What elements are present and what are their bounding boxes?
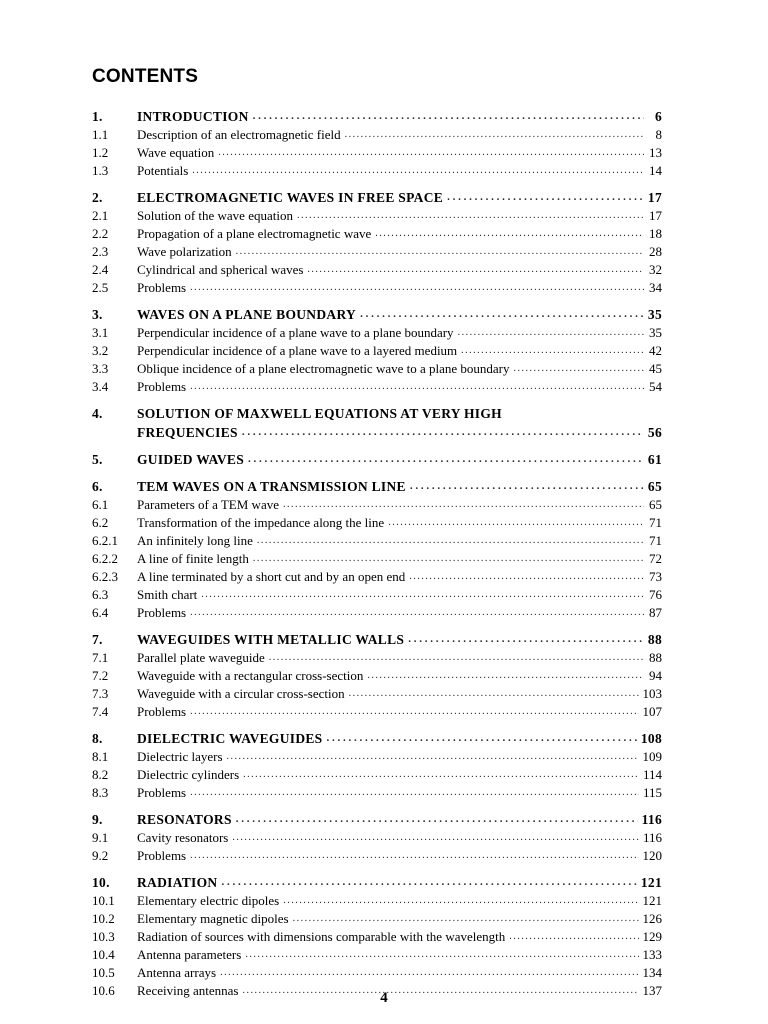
toc-entry-title: WAVEGUIDES WITH METALLIC WALLS: [137, 632, 405, 647]
toc-entry-number: 8.: [92, 731, 103, 746]
toc-entry-title: Parameters of a TEM wave: [137, 497, 279, 512]
toc-entry-page: 56: [647, 425, 662, 440]
toc-entry-title: An infinitely long line: [137, 533, 253, 548]
toc-entry-page: 120: [642, 848, 662, 863]
chapter-heading: [92, 450, 662, 469]
section-entry: [92, 703, 662, 721]
toc-entry-title: Perpendicular incidence of a plane wave to a layered medium: [137, 343, 458, 358]
toc-entry-number: 10.4: [92, 947, 115, 962]
dot-leader: [509, 926, 638, 946]
toc-entry-number: 3.: [92, 307, 103, 322]
toc-entry-title: Smith chart: [137, 587, 198, 602]
dot-leader: [297, 205, 644, 225]
toc-entry-title: Dielectric cylinders: [137, 767, 240, 782]
dot-leader: [190, 782, 639, 802]
toc-entry-page: 42: [649, 343, 662, 358]
toc-entry-number: 2.1: [92, 208, 109, 223]
toc-entry-number: 5.: [92, 452, 103, 467]
section-entry: [92, 162, 662, 180]
toc-entry-number: 1.3: [92, 163, 109, 178]
toc-entry-title: Antenna parameters: [137, 947, 242, 962]
toc-entry-number: 6.1: [92, 497, 109, 512]
toc-entry-page: 87: [649, 605, 662, 620]
toc-entry-title: Transformation of the impedance along the line: [137, 515, 385, 530]
page-number: 4: [380, 990, 388, 1006]
chapter-heading-continued: [92, 423, 662, 442]
dot-leader: [227, 746, 639, 766]
toc-entry-title: Problems: [137, 280, 187, 295]
toc-entry-number: 3.1: [92, 325, 109, 340]
toc-entry-number: 6.2.1: [92, 533, 118, 548]
dot-leader: [375, 223, 644, 243]
toc-entry-page: 8: [655, 127, 662, 142]
toc-entry-title: RADIATION: [137, 875, 218, 890]
toc-entry-page: 121: [640, 875, 662, 890]
toc-entry-number: 10.2: [92, 911, 115, 926]
toc-entry-number: 7.1: [92, 650, 109, 665]
toc-entry-title: RESONATORS: [137, 812, 232, 827]
toc-entry-title: Problems: [137, 379, 187, 394]
toc-entry-title: Elementary magnetic dipoles: [137, 911, 289, 926]
section-entry: [92, 279, 662, 297]
toc-entry-page: 54: [649, 379, 662, 394]
dot-leader: [269, 647, 644, 667]
dot-leader: [242, 421, 644, 442]
toc-entry-title: Cylindrical and spherical waves: [137, 262, 304, 277]
toc-entry-title: Perpendicular incidence of a plane wave to a plane boundary: [137, 325, 454, 340]
toc-entry-number: 9.1: [92, 830, 109, 845]
toc-entry-number: 9.2: [92, 848, 109, 863]
dot-leader: [190, 845, 638, 865]
toc-entry-number: 2.2: [92, 226, 109, 241]
toc-entry-number: 1.2: [92, 145, 109, 160]
toc-entry-title: Problems: [137, 605, 187, 620]
toc-entry-page: 88: [647, 632, 662, 647]
toc-entry-page: 61: [647, 452, 662, 467]
dot-leader: [293, 908, 639, 928]
toc-entry-title: Cavity resonators: [137, 830, 229, 845]
toc-entry-title: Potentials: [137, 163, 189, 178]
toc-entry-title: FREQUENCIES: [137, 425, 238, 440]
toc-entry-number: 3.3: [92, 361, 109, 376]
toc-entry-page: 17: [649, 208, 662, 223]
toc-entry-number: 1.1: [92, 127, 109, 142]
toc-entry-title: Receiving antennas: [137, 983, 239, 998]
dot-leader: [514, 358, 644, 378]
toc-entry-title: DIELECTRIC WAVEGUIDES: [137, 731, 323, 746]
toc-entry-page: 35: [647, 307, 662, 322]
table-of-contents: [92, 107, 662, 1000]
section-entry: [92, 604, 662, 622]
dot-leader: [283, 890, 638, 910]
dot-leader: [360, 303, 644, 324]
toc-entry-number: 7.: [92, 632, 103, 647]
toc-entry-number: 10.3: [92, 929, 115, 944]
toc-entry-page: 88: [649, 650, 662, 665]
toc-entry-page: 14: [649, 163, 662, 178]
toc-entry-number: 2.3: [92, 244, 109, 259]
toc-entry-number: 10.5: [92, 965, 115, 980]
toc-entry-title: Problems: [137, 848, 187, 863]
dot-leader: [253, 548, 644, 568]
toc-entry-page: 116: [642, 830, 662, 845]
toc-entry-number: 6.: [92, 479, 103, 494]
dot-leader: [349, 683, 639, 703]
dot-leader: [190, 277, 644, 297]
dot-leader: [327, 727, 637, 748]
toc-entry-page: 137: [642, 983, 662, 998]
toc-entry-number: 4.: [92, 406, 103, 421]
toc-entry-page: 72: [649, 551, 662, 566]
dot-leader: [257, 530, 644, 550]
dot-leader: [243, 764, 639, 784]
dot-leader: [221, 871, 636, 892]
toc-entry-number: 7.3: [92, 686, 109, 701]
toc-entry-page: 18: [649, 226, 662, 241]
toc-entry-number: 3.2: [92, 343, 109, 358]
toc-entry-title: Propagation of a plane electromagnetic wave: [137, 226, 372, 241]
toc-entry-number: 10.: [92, 875, 110, 890]
dot-leader: [218, 142, 644, 162]
toc-entry-number: 10.6: [92, 983, 115, 998]
toc-entry-number: 6.2.3: [92, 569, 118, 584]
dot-leader: [245, 944, 638, 964]
toc-entry-number: 2.5: [92, 280, 109, 295]
toc-entry-number: 2.4: [92, 262, 109, 277]
toc-entry-title: SOLUTION OF MAXWELL EQUATIONS AT VERY HIGH: [137, 406, 502, 421]
toc-entry-title: Description of an electromagnetic field: [137, 127, 341, 142]
dot-leader: [408, 628, 644, 649]
toc-entry-title: TEM WAVES ON A TRANSMISSION LINE: [137, 479, 406, 494]
dot-leader: [192, 160, 644, 180]
toc-entry-page: 17: [647, 190, 662, 205]
toc-entry-title: Waveguide with a rectangular cross-section: [137, 668, 364, 683]
toc-entry-number: 3.4: [92, 379, 109, 394]
section-entry: [92, 847, 662, 865]
toc-entry-title: A line of finite length: [137, 551, 249, 566]
toc-entry-page: 129: [642, 929, 662, 944]
toc-entry-page: 114: [642, 767, 662, 782]
dot-leader: [248, 448, 644, 469]
dot-leader: [409, 566, 644, 586]
toc-entry-page: 108: [640, 731, 662, 746]
toc-entry-page: 6: [654, 109, 662, 124]
toc-entry-number: 7.4: [92, 704, 109, 719]
toc-entry-title: WAVES ON A PLANE BOUNDARY: [137, 307, 357, 322]
dot-leader: [447, 186, 644, 207]
dot-leader: [461, 340, 644, 360]
toc-entry-number: 7.2: [92, 668, 109, 683]
dot-leader: [367, 665, 644, 685]
toc-entry-number: 6.4: [92, 605, 109, 620]
toc-entry-number: 6.3: [92, 587, 109, 602]
toc-entry-title: Problems: [137, 704, 187, 719]
toc-entry-page: 107: [642, 704, 662, 719]
toc-entry-title: Parallel plate waveguide: [137, 650, 265, 665]
dot-leader: [190, 701, 638, 721]
toc-entry-title: Solution of the wave equation: [137, 208, 293, 223]
toc-entry-title: ELECTROMAGNETIC WAVES IN FREE SPACE: [137, 190, 444, 205]
dot-leader: [190, 602, 644, 622]
toc-entry-title: Elementary electric dipoles: [137, 893, 280, 908]
dot-leader: [236, 241, 644, 261]
toc-entry-page: 65: [649, 497, 662, 512]
dot-leader: [190, 376, 644, 396]
dot-leader: [388, 512, 644, 532]
toc-entry-page: 76: [649, 587, 662, 602]
section-entry: [92, 784, 662, 802]
dot-leader: [345, 124, 644, 144]
dot-leader: [458, 322, 644, 342]
toc-entry-number: 6.2: [92, 515, 109, 530]
toc-entry-number: 9.: [92, 812, 103, 827]
toc-entry-page: 121: [642, 893, 662, 908]
toc-entry-number: 6.2.2: [92, 551, 118, 566]
toc-entry-page: 94: [649, 668, 662, 683]
toc-entry-number: 8.1: [92, 749, 109, 764]
toc-entry-page: 65: [647, 479, 662, 494]
dot-leader: [410, 475, 644, 496]
page-title: CONTENTS: [92, 66, 199, 87]
dot-leader: [220, 962, 638, 982]
toc-entry-number: 1.: [92, 109, 103, 124]
toc-entry-title: GUIDED WAVES: [137, 452, 245, 467]
toc-entry-title: Wave equation: [137, 145, 215, 160]
dot-leader: [232, 827, 639, 847]
toc-entry-page: 103: [642, 686, 662, 701]
dot-leader: [307, 259, 644, 279]
toc-entry-title: Radiation of sources with dimensions comparable with the wavelength: [137, 929, 506, 944]
toc-entry-page: 13: [649, 145, 662, 160]
toc-entry-title: Dielectric layers: [137, 749, 223, 764]
toc-entry-title: Wave polarization: [137, 244, 232, 259]
toc-entry-page: 28: [649, 244, 662, 259]
toc-entry-page: 134: [642, 965, 662, 980]
toc-entry-page: 115: [642, 785, 662, 800]
toc-entry-title: A line terminated by a short cut and by an open end: [137, 569, 406, 584]
toc-entry-page: 133: [642, 947, 662, 962]
toc-entry-page: 71: [649, 515, 662, 530]
dot-leader: [283, 494, 644, 514]
toc-entry-page: 116: [641, 812, 662, 827]
toc-entry-title: Antenna arrays: [137, 965, 217, 980]
toc-entry-page: 73: [649, 569, 662, 584]
toc-entry-number: 2.: [92, 190, 103, 205]
dot-leader: [253, 105, 644, 126]
section-entry: [92, 378, 662, 396]
toc-entry-page: 126: [642, 911, 662, 926]
toc-entry-page: 45: [649, 361, 662, 376]
toc-entry-page: 34: [649, 280, 662, 295]
toc-entry-page: 71: [649, 533, 662, 548]
toc-entry-title: Problems: [137, 785, 187, 800]
dot-leader: [236, 808, 638, 829]
toc-entry-number: 10.1: [92, 893, 115, 908]
toc-entry-title: INTRODUCTION: [137, 109, 249, 124]
toc-entry-number: 8.2: [92, 767, 109, 782]
toc-entry-title: Oblique incidence of a plane electromagnetic wave to a plane boundary: [137, 361, 510, 376]
toc-entry-number: 8.3: [92, 785, 109, 800]
toc-entry-page: 109: [642, 749, 662, 764]
toc-entry-page: 32: [649, 262, 662, 277]
toc-entry-page: 35: [649, 325, 662, 340]
dot-leader: [201, 584, 644, 604]
toc-entry-title: Waveguide with a circular cross-section: [137, 686, 345, 701]
